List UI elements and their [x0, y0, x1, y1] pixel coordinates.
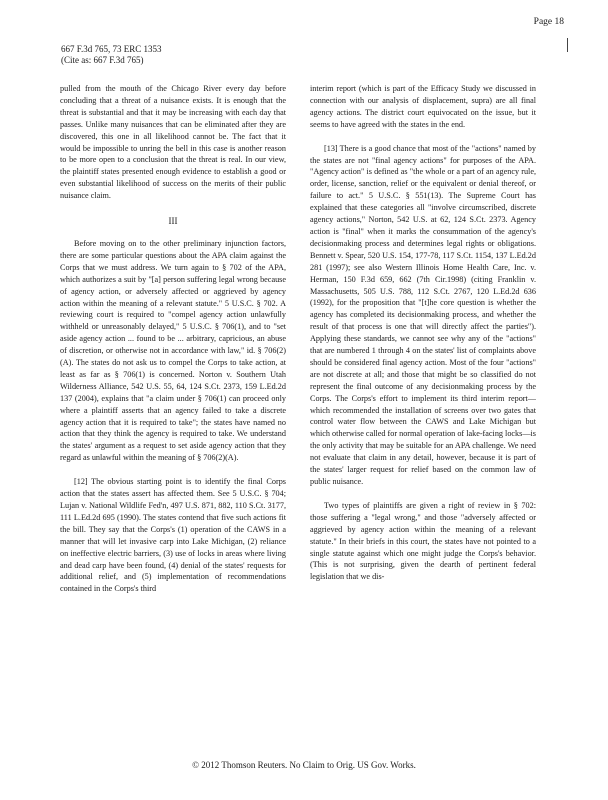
left-column — [60, 83, 286, 595]
right-paragraph-2: [13] There is a good chance that most of the "actions" named by the states are not "final agency actions" for purposes of the APA. "Agency action" is defined as "the whole or a part of an agency rule, order, license, sanction, relief or the equivalent or denial thereof, or failure to act." 5 U.S.C. § 551(13). The Supreme Court has explained that these categories all "involve circumscribed, discrete agency actions," Norton, 542 U.S. at 62, 124 S.Ct. 2373. Agency action is "final" when it marks the consummation of the agency's decisionmaking process and determines legal rights or obligations. Bennett v. Spear, 520 U.S. 154, 177-78, 117 S.Ct. 1154, 137 L.Ed.2d 281 (1997); see also Western Illinois Home Health Care, Inc. v. Herman, 150 F.3d 659, 662 (7th Cir.1998) (citing Franklin v. Massachusetts, 505 U.S. 788, 112 S.Ct. 2767, 120 L.Ed.2d 636 (1992), for the proposition that "[t]he core question is whether the agency has completed its decisionmaking process, and whether the result of that process is one that will directly affect the parties"). Applying these standards, we cannot see why any of the "actions" that are numbered 1 through 4 on the states' list of complaints above should be considered final agency action. Most of the four "actions" are not discrete at all; and those that might be so classified do not represent the final outcome of any decisionmaking process by the Corps. The Corps's effort to implement its third interim report—which recommended the installation of screens over two gates that control water flow between the CAWS and Lake Michigan but which otherwise called for normal operation of lake-facing locks—is the only activity that may be suitable for an APA challenge. We need not evaluate that claim in any detail, however, because it is part of the states' larger request for relief based on the common law of public nuisance. — [310, 143, 536, 486]
right-paragraph-3: Two types of plaintiffs are given a right of review in § 702: those suffering a "legal wrong," and those "adversely affected or aggrieved by agency action within the meaning of a relevant statute." In their briefs in this court, the states have not pointed to a single statute against which one might judge the Corps's behavior. (This is not surprising, given the dearth of pertinent federal legislation that we dis- — [310, 500, 536, 582]
left-paragraph-3: [12] The obvious starting point is to identify the final Corps action that the states assert has affected them. See 5 U.S.C. § 704; Lujan v. National Wildlife Fed'n, 497 U.S. 871, 882, 110 S.Ct. 3177, 111 L.Ed.2d 695 (1990). The states contend that five such actions fit the bill. They say that the Corps's (1) operation of the CAWS in a manner that will let invasive carp into Lake Michigan, (2) reliance on ineffective electric barriers, (3) use of locks in areas where living and dead carp have been found, (4) denial of the states' requests for additional relief, and (5) implementation of recommendations contained in the Corps's third — [60, 477, 286, 594]
citation-block — [61, 44, 162, 66]
copyright-footer: © 2012 Thomson Reuters. No Claim to Orig. US Gov. Works. — [192, 760, 416, 770]
left-paragraph-2: Before moving on to the other preliminary injunction factors, there are some particular questions about the APA claim against the Corps that we must address. We turn again to § 702 of the APA, which authorizes a suit by "[a] person suffering legal wrong because of agency action, or adversely affected or aggrieved by agency action within the meaning of a relevant statute." 5 U.S.C. § 702. A reviewing court is required to "compel agency action unlawfully withheld or unreasonably delayed," 5 U.S.C. § 706(1), and to "set aside agency action ... found to be ... arbitrary, capricious, an abuse of discretion, or otherwise not in accordance with law," id. § 706(2)(A). The states do not ask us to compel the Corps to take action, at least as far as § 706(1) is concerned. Norton v. Southern Utah Wilderness Alliance, 542 U.S. 55, 64, 124 S.Ct. 2373, 159 L.Ed.2d 137 (2004), explains that "a claim under § 706(1) can proceed only where a plaintiff asserts that an agency failed to take a discrete agency action that it is required to take"; the states have named no action that they think the agency is required to take. We understand the states' argument as a request to set aside agency action that they regard as unlawful within the meaning of § 706(2)(A). — [60, 238, 286, 463]
citation-line-1: 667 F.3d 765, 73 ERC 1353 — [61, 44, 162, 54]
margin-rule — [567, 38, 568, 52]
right-paragraph-1: interim report (which is part of the Efficacy Study we discussed in connection with our analysis of displacement, supra) are all final agency actions. The district court equivocated on the issue, but it seems to have agreed with the states in the end. — [310, 84, 536, 129]
page-number: Page 18 — [533, 17, 564, 27]
right-column — [310, 83, 536, 583]
citation-line-2: (Cite as: 667 F.3d 765) — [61, 55, 144, 65]
section-heading: III — [168, 216, 178, 227]
left-paragraph-1: pulled from the mouth of the Chicago River every day before concluding that a threat of a nuisance exists. It is enough that the threat is substantial and that it may be increasing with each day that passes. Unlike many nuisances that can be eliminated after they are discovered, this one in all likelihood cannot be. The fact that it would be impossible to unring the bell in this case is another reason to be more open to a conclusion that the threat is real. In our view, the plaintiff states presented enough evidence to establish a good or even substantial likelihood of success on the merits of their public nuisance claim. — [60, 84, 286, 201]
